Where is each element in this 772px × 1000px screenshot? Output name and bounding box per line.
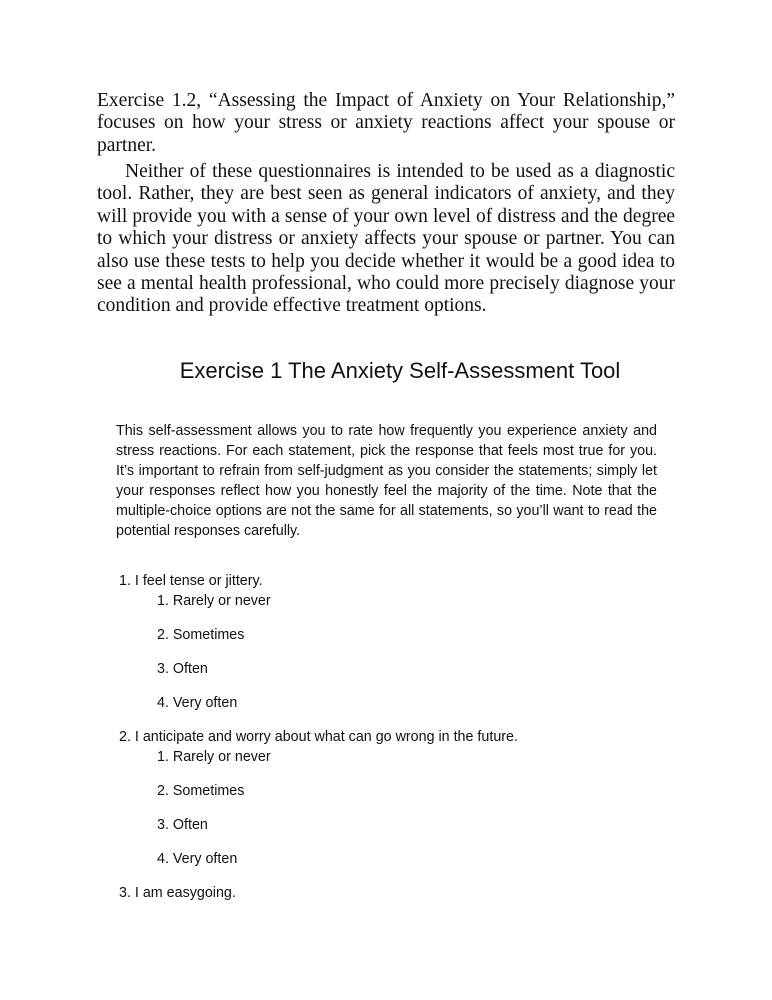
question-text: 2. I anticipate and worry about what can go wrong in the future. bbox=[119, 729, 518, 745]
body-paragraph-2: Neither of these questionnaires is intended to be used as a diagnostic tool. Rather, they are best seen as general indicators of anxiety, and they will provide you with a sense of your own level of distress and the degree to which your distress or anxiety affects your spouse or partner. You can also use these tests to help you decide whether it would be a good idea to see a mental health professional, who could more precisely diagnose your condition and provide effective treatment options. bbox=[97, 161, 675, 317]
answer-option: 3. Often bbox=[157, 817, 208, 833]
answer-option: 2. Sometimes bbox=[157, 627, 245, 643]
question-2 bbox=[119, 727, 679, 883]
question-1 bbox=[119, 571, 679, 727]
answer-option: 1. Rarely or never bbox=[157, 593, 271, 609]
answer-option: 4. Very often bbox=[157, 851, 238, 867]
question-list bbox=[119, 571, 679, 903]
exercise-title: Exercise 1 The Anxiety Self-Assessment Tool bbox=[179, 358, 621, 383]
answer-option: 1. Rarely or never bbox=[157, 749, 271, 765]
body-paragraph-1: Exercise 1.2, “Assessing the Impact of Anxiety on Your Relationship,” focuses on how your stress or anxiety reactions affect your spouse or partner. bbox=[97, 90, 675, 156]
question-3 bbox=[119, 883, 679, 903]
answer-option: 2. Sometimes bbox=[157, 783, 245, 799]
answer-option: 3. Often bbox=[157, 661, 208, 677]
exercise-intro: This self-assessment allows you to rate how frequently you experience anxiety and stress reactions. For each statement, pick the response that feels most true for you. It’s important to refrain from self-judgment as you consider the statements; simply let your responses reflect how you honestly feel the majority of the time. Note that the multiple-choice options are not the same for all statements, so you’ll want to read the potential responses carefully. bbox=[116, 423, 657, 540]
answer-option: 4. Very often bbox=[157, 695, 238, 711]
question-text: 1. I feel tense or jittery. bbox=[119, 573, 263, 589]
question-text: 3. I am easygoing. bbox=[119, 885, 236, 901]
